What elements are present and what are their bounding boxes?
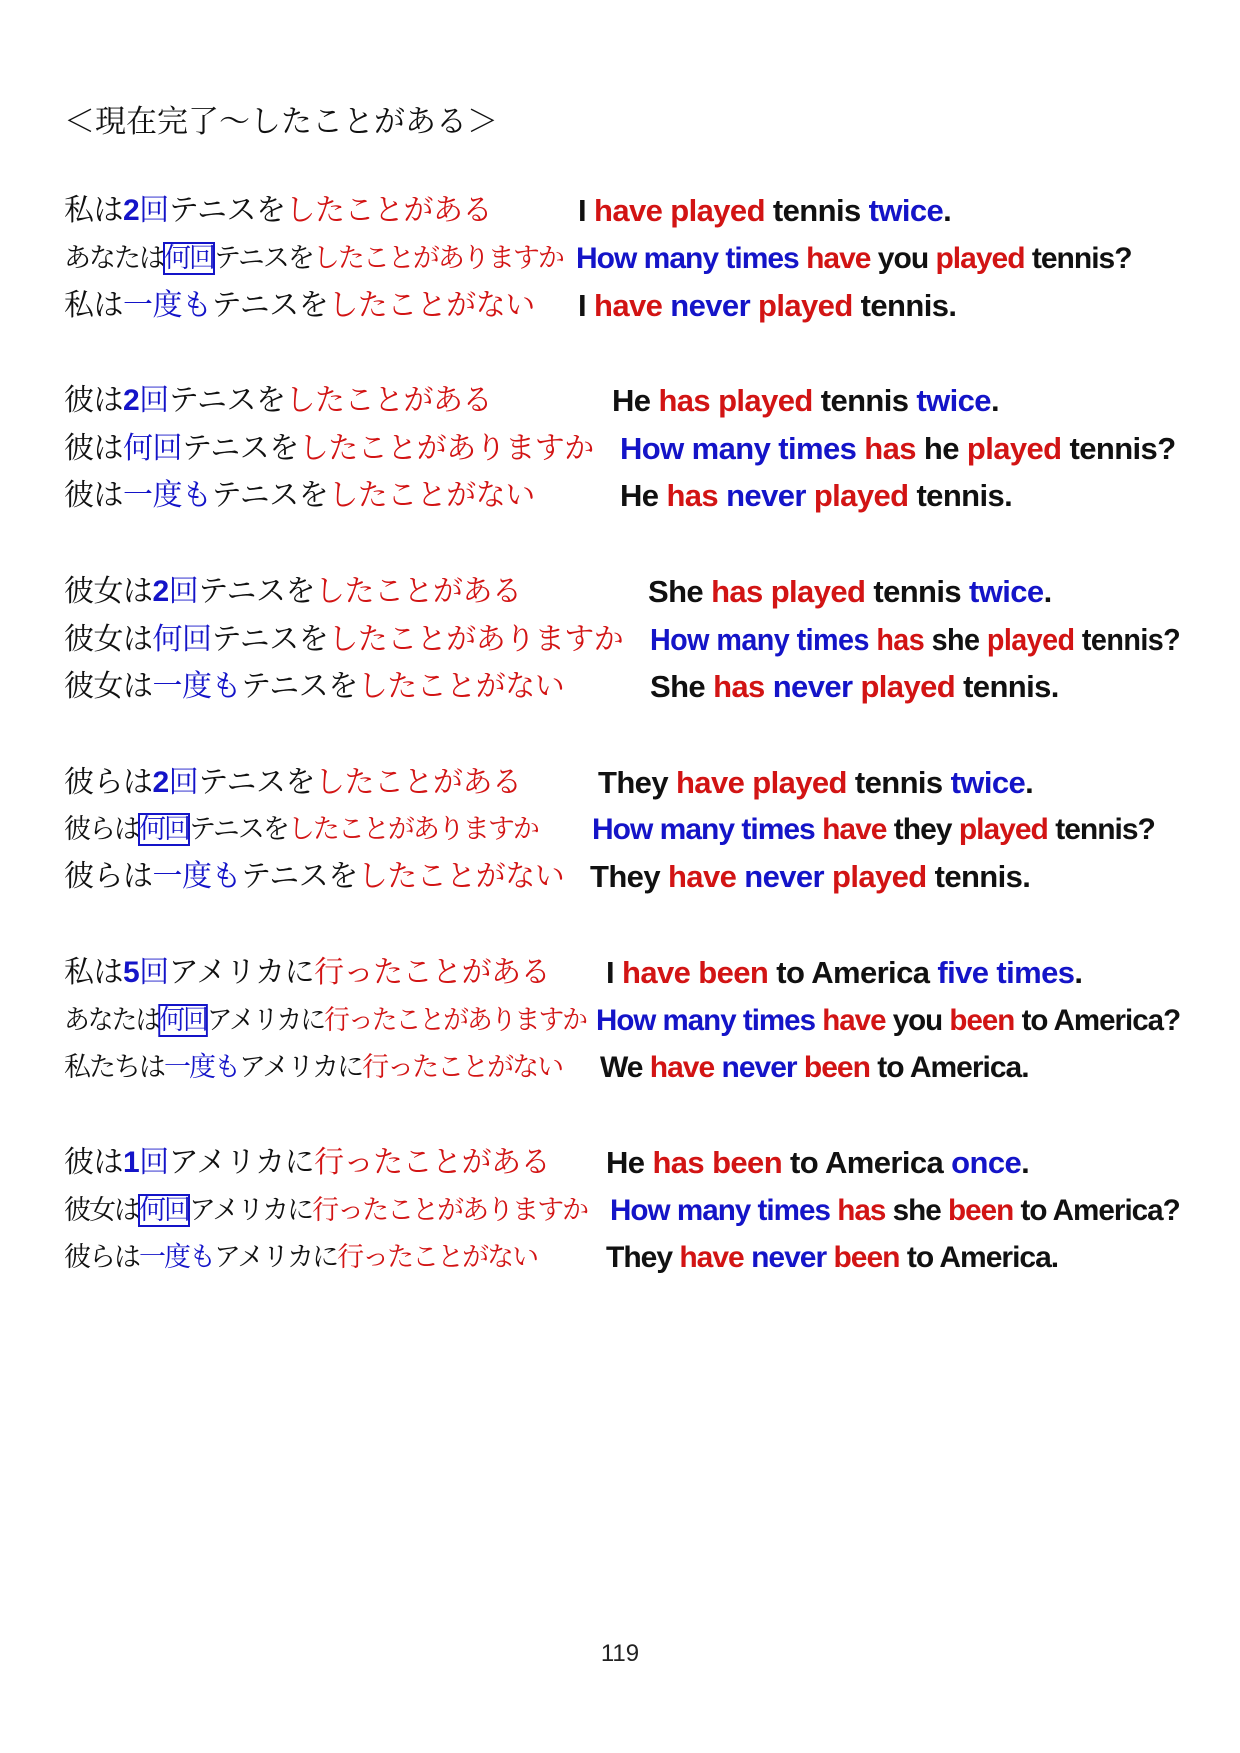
english-segment: . xyxy=(1043,574,1052,609)
japanese-segment: 回 xyxy=(139,1145,169,1180)
english-segment: played xyxy=(831,859,927,894)
english-segment: been xyxy=(949,1004,1015,1037)
english-segment: I xyxy=(578,193,595,228)
japanese-segment: 一度も xyxy=(152,669,241,704)
japanese-segment: テニスを xyxy=(214,243,313,274)
english-segment: to America? xyxy=(1014,1004,1181,1037)
english-segment: have played xyxy=(594,193,765,228)
japanese-segment: したことがない xyxy=(328,288,535,323)
english-segment: have xyxy=(822,813,887,846)
english-sentence xyxy=(576,234,1132,284)
sentence-row xyxy=(0,281,1240,331)
english-segment: They xyxy=(598,765,676,800)
english-segment: has xyxy=(837,1194,886,1227)
english-segment: to America. xyxy=(899,1241,1059,1274)
english-sentence xyxy=(606,1233,1058,1283)
english-segment: They xyxy=(590,859,668,894)
japanese-segment: テニスを xyxy=(189,814,288,845)
japanese-segment: したことがある xyxy=(315,574,522,609)
sentence-row xyxy=(0,805,1240,855)
japanese-segment: 回 xyxy=(139,955,169,990)
japanese-segment: 何回 xyxy=(139,1195,189,1226)
japanese-sentence xyxy=(64,1233,537,1283)
english-segment: How many times xyxy=(620,431,865,466)
sentence-row xyxy=(0,1186,1240,1236)
japanese-segment: 彼らは xyxy=(64,1242,139,1273)
japanese-segment: 一度も xyxy=(123,288,212,323)
english-segment: to America xyxy=(782,1145,952,1180)
english-segment: twice xyxy=(969,574,1044,609)
japanese-segment: 彼女は xyxy=(64,1195,139,1226)
japanese-segment: アメリカに xyxy=(214,1242,338,1273)
english-sentence xyxy=(596,996,1180,1046)
english-sentence xyxy=(650,662,1059,712)
sentence-row xyxy=(0,615,1240,665)
english-segment: played xyxy=(758,288,853,323)
english-segment: . xyxy=(990,383,999,418)
japanese-segment: 彼は xyxy=(64,383,123,418)
english-segment: tennis xyxy=(764,193,869,228)
english-segment: she xyxy=(924,622,987,657)
japanese-segment: テニスを xyxy=(211,288,329,323)
english-segment: have xyxy=(649,1051,715,1084)
japanese-sentence xyxy=(64,424,594,474)
english-segment: played xyxy=(966,431,1062,466)
japanese-segment: 彼らは xyxy=(64,765,153,800)
english-segment: tennis xyxy=(846,765,951,800)
japanese-segment: 行ったことがある xyxy=(314,955,551,990)
japanese-segment: テニスを xyxy=(198,765,315,800)
japanese-segment: アメリカに xyxy=(168,955,315,990)
english-segment: twice xyxy=(868,193,944,228)
japanese-segment: テニスを xyxy=(241,859,358,894)
english-segment: How many times xyxy=(610,1194,838,1227)
english-segment: tennis xyxy=(812,383,917,418)
japanese-segment: 2 xyxy=(152,575,169,608)
japanese-sentence xyxy=(64,1186,587,1236)
english-sentence xyxy=(578,186,951,236)
japanese-sentence xyxy=(64,567,522,617)
japanese-segment: テニスを xyxy=(168,193,286,228)
japanese-segment: 一度も xyxy=(123,478,212,513)
english-segment: He xyxy=(606,1145,653,1180)
english-segment: five times xyxy=(937,955,1075,990)
japanese-sentence xyxy=(64,281,535,331)
english-segment: We xyxy=(600,1051,650,1084)
english-segment: never xyxy=(714,1051,804,1084)
sentence-row xyxy=(0,567,1240,617)
japanese-sentence xyxy=(64,376,492,426)
english-sentence xyxy=(610,1186,1180,1236)
english-segment: tennis? xyxy=(1047,813,1155,846)
japanese-segment: 彼らは xyxy=(64,859,153,894)
japanese-segment: 一度も xyxy=(139,1242,214,1273)
english-segment: She xyxy=(648,574,712,609)
japanese-segment: テニスを xyxy=(168,383,286,418)
english-segment: has played xyxy=(711,574,866,609)
sentence-row xyxy=(0,852,1240,902)
english-segment: has been xyxy=(652,1145,783,1180)
japanese-sentence xyxy=(64,234,563,284)
english-segment: played xyxy=(958,813,1048,846)
english-segment: you xyxy=(870,242,936,275)
sentence-row xyxy=(0,376,1240,426)
japanese-segment: 彼女は xyxy=(64,622,153,657)
english-sentence xyxy=(590,852,1030,902)
english-segment: he xyxy=(915,431,967,466)
english-segment: has xyxy=(713,669,765,704)
japanese-segment: 私たちは xyxy=(64,1052,164,1083)
english-segment: never xyxy=(736,859,832,894)
japanese-sentence xyxy=(64,1138,550,1188)
english-segment: . xyxy=(1021,1145,1030,1180)
english-segment: have xyxy=(594,288,663,323)
english-segment: to America? xyxy=(1013,1194,1180,1227)
japanese-segment: したことがない xyxy=(357,859,565,894)
japanese-segment: あなたは xyxy=(64,1005,160,1036)
japanese-segment: 何回 xyxy=(159,1005,207,1036)
japanese-segment: 行ったことがありますか xyxy=(324,1005,587,1036)
japanese-segment: 何回 xyxy=(164,243,214,274)
sentence-row xyxy=(0,758,1240,808)
japanese-segment: したことがない xyxy=(357,669,565,704)
english-segment: tennis. xyxy=(926,859,1031,894)
english-sentence xyxy=(612,376,999,426)
english-segment: She xyxy=(650,669,714,704)
english-sentence xyxy=(600,1043,1029,1093)
sentence-row xyxy=(0,948,1240,998)
japanese-sentence xyxy=(64,805,538,855)
english-segment: tennis. xyxy=(955,669,1059,704)
english-sentence xyxy=(606,1138,1029,1188)
english-segment: tennis. xyxy=(908,478,1013,513)
japanese-segment: 何回 xyxy=(139,814,189,845)
japanese-segment: 行ったことがない xyxy=(362,1052,563,1083)
english-segment: . xyxy=(943,193,952,228)
japanese-segment: 回 xyxy=(139,383,169,418)
english-sentence xyxy=(620,471,1012,521)
japanese-segment: テニスを xyxy=(198,574,315,609)
japanese-segment: テニスを xyxy=(211,478,329,513)
english-segment: been xyxy=(833,1241,900,1274)
english-segment: twice xyxy=(916,383,991,418)
english-segment: you xyxy=(885,1004,950,1037)
japanese-segment: あなたは xyxy=(64,243,164,274)
english-segment: tennis? xyxy=(1061,431,1176,466)
japanese-sentence xyxy=(64,615,623,665)
japanese-segment: 一度も xyxy=(164,1052,239,1083)
japanese-sentence xyxy=(64,996,586,1046)
english-segment: played xyxy=(860,669,956,704)
english-sentence xyxy=(592,805,1155,855)
japanese-segment: アメリカに xyxy=(239,1052,363,1083)
english-segment: tennis. xyxy=(852,288,957,323)
english-sentence xyxy=(578,281,956,331)
japanese-segment: 行ったことがある xyxy=(314,1145,551,1180)
japanese-sentence xyxy=(64,186,492,236)
english-segment: have played xyxy=(675,765,847,800)
english-segment: to America. xyxy=(869,1051,1029,1084)
english-segment: to America xyxy=(768,955,938,990)
english-segment: never xyxy=(764,669,861,704)
english-segment: twice xyxy=(950,765,1026,800)
japanese-segment: 私は xyxy=(64,288,123,323)
english-segment: tennis? xyxy=(1074,622,1181,657)
english-segment: have xyxy=(806,242,871,275)
japanese-segment: 一度も xyxy=(152,859,241,894)
english-segment: They xyxy=(606,1241,680,1274)
japanese-segment: 彼女は xyxy=(64,574,153,609)
english-segment: He xyxy=(612,383,659,418)
english-segment: . xyxy=(1074,955,1083,990)
japanese-segment: アメリカに xyxy=(189,1195,313,1226)
japanese-segment: 2 xyxy=(123,384,140,417)
japanese-segment: 何回 xyxy=(123,431,182,466)
english-segment: How many times xyxy=(592,813,823,846)
japanese-segment: したことがありますか xyxy=(287,814,538,845)
english-segment: How many times xyxy=(576,242,807,275)
japanese-segment: 2 xyxy=(123,194,140,227)
english-sentence xyxy=(606,948,1082,998)
english-segment: played xyxy=(935,242,1025,275)
japanese-segment: アメリカに xyxy=(206,1005,325,1036)
english-segment: have xyxy=(679,1241,744,1274)
sentence-row xyxy=(0,996,1240,1046)
japanese-segment: したことがある xyxy=(315,765,522,800)
page-title: ＜現在完了～したことがある＞ xyxy=(64,104,498,140)
english-segment: has played xyxy=(658,383,813,418)
japanese-segment: したことがありますか xyxy=(312,243,563,274)
japanese-segment: テニスを xyxy=(241,669,358,704)
japanese-sentence xyxy=(64,1043,562,1093)
sentence-row xyxy=(0,234,1240,284)
japanese-segment: 彼は xyxy=(64,1145,123,1180)
japanese-sentence xyxy=(64,662,564,712)
english-segment: has xyxy=(864,431,916,466)
japanese-segment: 彼は xyxy=(64,431,123,466)
sentence-row xyxy=(0,471,1240,521)
english-segment: played xyxy=(986,622,1075,657)
japanese-sentence xyxy=(64,758,522,808)
english-sentence xyxy=(598,758,1033,808)
english-segment: have xyxy=(667,859,737,894)
sentence-row xyxy=(0,662,1240,712)
japanese-segment: 私は xyxy=(64,955,123,990)
english-segment: has xyxy=(666,478,719,513)
english-sentence xyxy=(620,424,1176,474)
english-segment: they xyxy=(886,813,959,846)
page-number: 119 xyxy=(600,1640,640,1667)
english-segment: have xyxy=(822,1004,886,1037)
japanese-segment: したことがある xyxy=(285,193,492,228)
english-segment: How many times xyxy=(596,1004,823,1037)
english-segment: tennis? xyxy=(1024,242,1132,275)
english-segment: tennis xyxy=(865,574,970,609)
japanese-sentence xyxy=(64,948,550,998)
english-segment: been xyxy=(803,1051,870,1084)
english-segment: once xyxy=(951,1145,1022,1180)
sentence-row xyxy=(0,1233,1240,1283)
english-segment: I xyxy=(578,288,595,323)
japanese-segment: 彼女は xyxy=(64,669,153,704)
japanese-segment: したことがない xyxy=(328,478,535,513)
english-segment: never xyxy=(743,1241,834,1274)
english-segment: I xyxy=(606,955,623,990)
english-sentence xyxy=(650,615,1180,665)
japanese-segment: 何回 xyxy=(152,622,212,657)
japanese-segment: したことがありますか xyxy=(298,431,594,466)
japanese-segment: アメリカに xyxy=(168,1145,315,1180)
sentence-row xyxy=(0,186,1240,236)
japanese-segment: 1 xyxy=(123,1146,140,1179)
japanese-segment: テニスを xyxy=(211,622,329,657)
japanese-segment: 行ったことがない xyxy=(337,1242,538,1273)
sentence-row xyxy=(0,424,1240,474)
japanese-segment: したことがありますか xyxy=(328,622,624,657)
japanese-segment: 私は xyxy=(64,193,123,228)
japanese-sentence xyxy=(64,471,535,521)
japanese-segment: 5 xyxy=(123,956,140,989)
japanese-segment: 回 xyxy=(168,574,199,609)
english-segment: has xyxy=(876,622,925,657)
english-segment: He xyxy=(620,478,667,513)
japanese-segment: 回 xyxy=(168,765,199,800)
english-segment: never xyxy=(662,288,759,323)
japanese-segment: 回 xyxy=(139,193,169,228)
japanese-segment: 彼は xyxy=(64,478,123,513)
japanese-segment: 2 xyxy=(152,766,169,799)
english-segment: she xyxy=(885,1194,949,1227)
japanese-sentence xyxy=(64,852,564,902)
english-segment: never xyxy=(718,478,814,513)
english-segment: been xyxy=(948,1194,1014,1227)
japanese-segment: テニスを xyxy=(182,431,299,466)
english-segment: played xyxy=(813,478,909,513)
english-segment: How many times xyxy=(650,622,877,657)
japanese-segment: 彼らは xyxy=(64,814,139,845)
sentence-row xyxy=(0,1043,1240,1093)
japanese-segment: したことがある xyxy=(285,383,492,418)
japanese-segment: 行ったことがありますか xyxy=(312,1195,588,1226)
english-sentence xyxy=(648,567,1052,617)
sentence-row xyxy=(0,1138,1240,1188)
english-segment: have been xyxy=(622,955,769,990)
english-segment: . xyxy=(1025,765,1034,800)
